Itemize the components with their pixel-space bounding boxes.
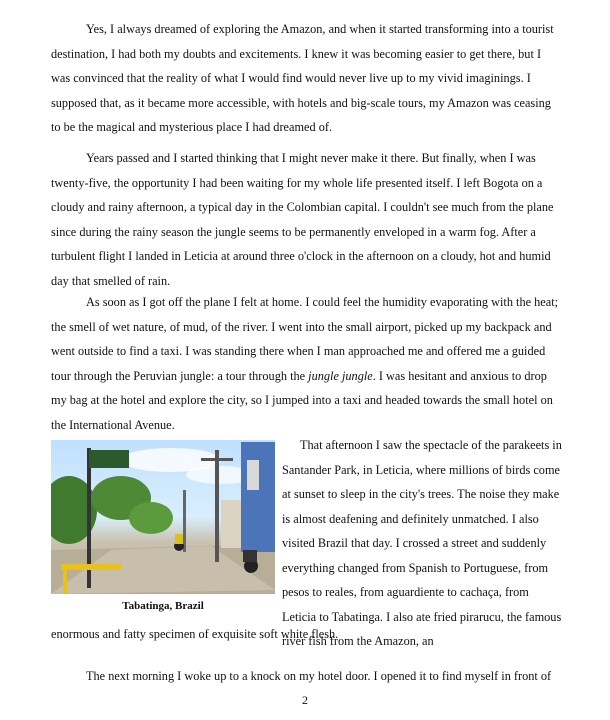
paragraph-5 xyxy=(51,664,561,689)
photo-figure xyxy=(51,440,275,612)
paragraph-2 xyxy=(51,146,561,293)
paragraph-3-italic: jungle jungle xyxy=(308,368,373,383)
paragraph-5-text: The next morning I woke up to a knock on my hotel door. I opened it to find myself in front of xyxy=(86,669,552,683)
street-scene-illustration xyxy=(51,440,275,594)
paragraph-3-text-a: As soon as I got off the plane I felt at home. I could feel the humidity evaporating with the heat; the smell of wet nature, of mud, of the river. I went into the small airport, picked up my backpack and went outside to find a taxi. I was standing there when I man approached me and offered me a guided tour through the Peruvian jungle: a tour through the xyxy=(51,295,559,383)
paragraph-1-text: Yes, I always dreamed of exploring the Amazon, and when it started transforming into a tourist destination, I had both my doubts and excitements. I knew it was becoming easier to get there, but I was convinced that the reality of what I would find would never live up to my vivid imaginings. I supposed that, as it became more accessible, with hotels and big-scale tours, my Amazon was ceasing to be the magical and mysterious place I had dreamed of. xyxy=(51,22,554,134)
paragraph-4-continued: enormous and fatty specimen of exquisite soft white flesh. xyxy=(51,627,339,641)
paragraph-4-text: That afternoon I saw the spectacle of the parakeets in Santander Park, in Leticia, where millions of birds come at sunset to sleep in the city's trees. The noise they make is almost deafening and definitely unmatched. I also visited Brazil that day. I crossed a street and suddenly everything changed from Spanish to Portuguese, from pesos to reales, from aguardiente to cachaça, from Leticia to Tabatinga. I also ate fried pirarucu, the famous river fish from the Amazon, an xyxy=(282,438,562,648)
paragraph-2-text: Years passed and I started thinking that I might never make it there. But finally, when I was twenty-five, the opportunity I had been waiting for my whole life presented itself. I left Bogota on a cloudy and rainy afternoon, a typical day in the Colombian capital. I couldn't see much from the plane since during the rainy season the jungle seems to be permanently enveloped in a warm fog. After a turbulent flight I landed in Leticia at around three o'clock in the afternoon on a cloudy, hot and humid day that smelled of rain. xyxy=(51,151,554,288)
page-number: 2 xyxy=(302,693,308,707)
photo-caption: Tabatinga, Brazil xyxy=(122,600,204,612)
paragraph-1 xyxy=(51,17,561,140)
paragraph-3-text-b: . I was hesitant and anxious to drop my bag at the hotel and explore the city, so I jumped into a taxi and headed towards the small hotel on the International Avenue. xyxy=(51,368,553,432)
paragraph-3 xyxy=(51,290,561,437)
paragraph-4 xyxy=(282,433,562,654)
tabatinga-street-photo xyxy=(51,440,275,594)
